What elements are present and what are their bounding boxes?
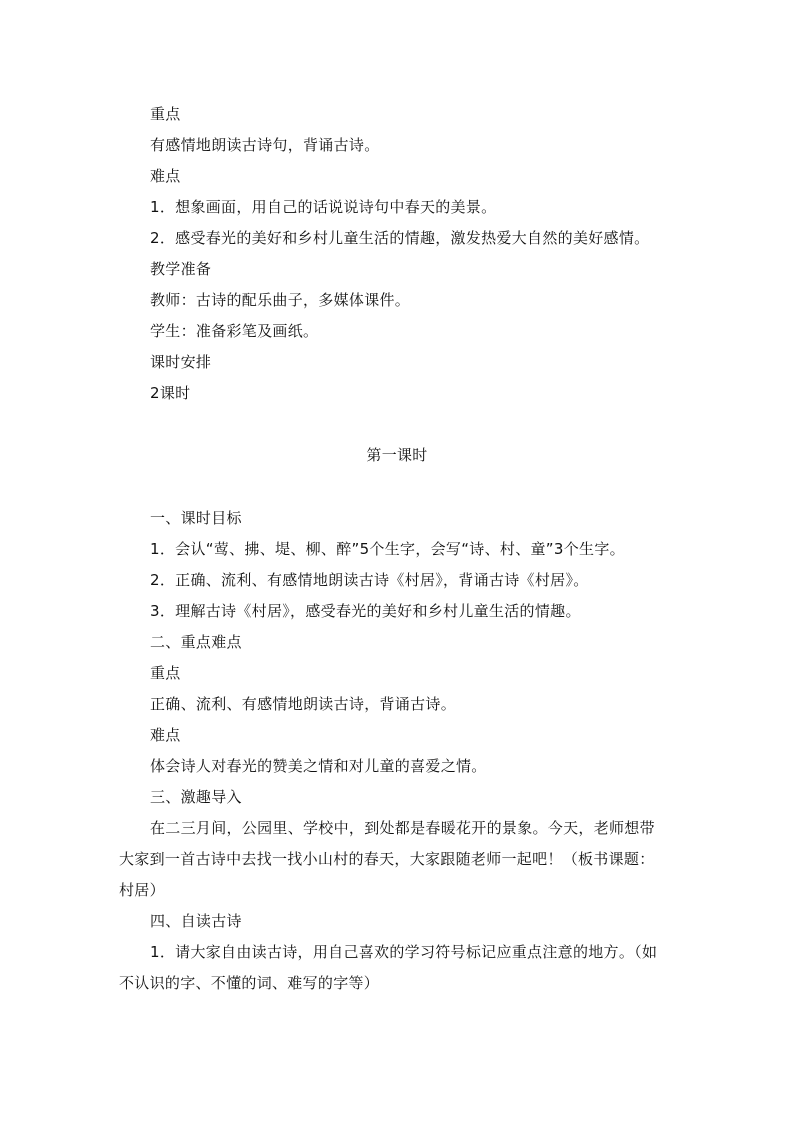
intro-paragraph-line-1: 在二三月间，公园里、学校中，到处都是春暖花开的景象。今天，老师想带	[150, 819, 655, 837]
goal-item-1: 1．会认“莺、拂、堤、柳、醉”5个生字，会写“诗、村、童”3个生字。	[150, 540, 625, 558]
intro-paragraph-line-3: 村居）	[119, 881, 165, 899]
teacher-prep: 教师：古诗的配乐曲子，多媒体课件。	[150, 291, 411, 309]
key-point-text: 有感情地朗读古诗句，背诵古诗。	[150, 136, 380, 154]
lesson-hard-heading: 难点	[150, 726, 181, 744]
intro-section-heading: 三、激趣导入	[150, 788, 242, 806]
intro-paragraph-line-2: 大家到一首古诗中去找一找小山村的春天，大家跟随老师一起吧！（板书课题：	[119, 850, 655, 868]
goal-item-3: 3．理解古诗《村居》，感受春光的美好和乡村儿童生活的情趣。	[150, 602, 581, 620]
key-difficulty-heading: 二、重点难点	[150, 633, 242, 651]
lesson-key-heading: 重点	[150, 664, 181, 682]
schedule-text: 2课时	[150, 384, 191, 402]
key-point-heading: 重点	[150, 105, 181, 123]
goal-item-2: 2．正确、流利、有感情地朗读古诗《村居》，背诵古诗《村居》。	[150, 571, 589, 589]
lesson-title: 第一课时	[366, 446, 428, 464]
lesson-hard-text: 体会诗人对春光的赞美之情和对儿童的喜爱之情。	[150, 757, 487, 775]
difficulty-heading: 难点	[150, 167, 181, 185]
student-prep: 学生：准备彩笔及画纸。	[150, 322, 319, 340]
read-paragraph-line-1: 1．请大家自由读古诗，用自己喜欢的学习符号标记应重点注意的地方。（如	[150, 943, 658, 961]
teaching-prep-heading: 教学准备	[150, 260, 212, 278]
read-section-heading: 四、自读古诗	[150, 912, 242, 930]
goals-heading: 一、课时目标	[150, 509, 242, 527]
difficulty-item-1: 1．想象画面，用自己的话说说诗句中春天的美景。	[150, 198, 497, 216]
schedule-heading: 课时安排	[150, 353, 212, 371]
lesson-key-text: 正确、流利、有感情地朗读古诗，背诵古诗。	[150, 695, 457, 713]
difficulty-item-2: 2．感受春光的美好和乡村儿童生活的情趣，激发热爱大自然的美好感情。	[150, 229, 650, 247]
read-paragraph-line-2: 不认识的字、不懂的词、难写的字等）	[119, 974, 380, 992]
